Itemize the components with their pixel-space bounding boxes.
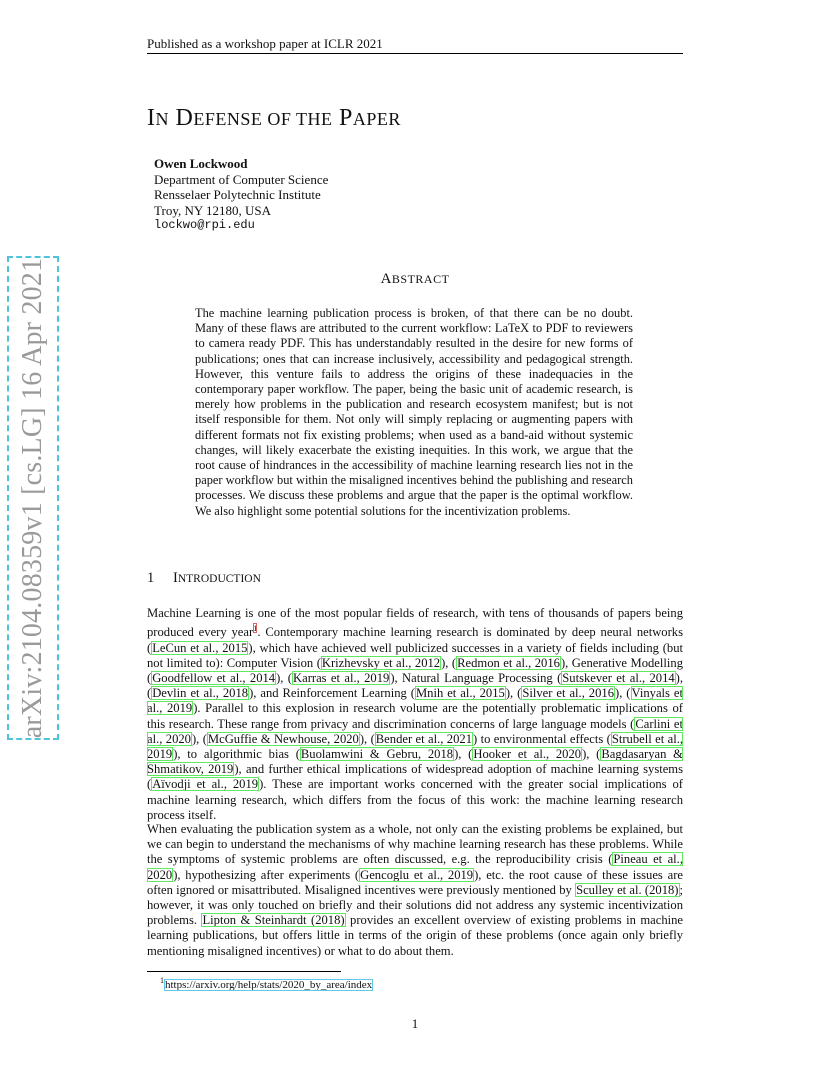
running-header: Published as a workshop paper at ICLR 2021 (147, 36, 383, 51)
citation-link[interactable]: Sculley et al. (2018) (576, 882, 679, 897)
paragraph-2 (147, 822, 683, 959)
text-run: When evaluating the publication system as a whole, not only can the existing problems be explained, but we can begin to understand the mechanisms of why machine learning research has these problems. While the symptoms of systemic problems are often discussed, e.g. the reproducibility crisis ( (147, 822, 683, 867)
citation-link[interactable]: Redmon et al., 2016 (457, 655, 560, 670)
footnote-mark: 1 (160, 976, 164, 985)
text-run: ), ( (276, 671, 293, 685)
section-title-rest: NTRODUCTION (177, 573, 261, 585)
citation-link[interactable]: Mnih et al., 2015 (415, 686, 505, 701)
text-run: ; however, it was only touched on briefly and their solutions did not address any systemic incentivization problems. (147, 882, 683, 928)
citation-link[interactable]: Lipton & Steinhardt (2018) (202, 913, 345, 928)
citation-link[interactable]: Goodfellow et al., 2014 (152, 671, 276, 685)
citation-link[interactable]: Pineau et al., 2020 (147, 852, 683, 882)
citation-link[interactable]: Karras et al., 2019 (293, 671, 390, 685)
text-run: ), and Reinforcement Learning ( (249, 686, 415, 701)
citation-link[interactable]: Vinyals et al., 2019 (147, 686, 683, 716)
footnote-rule (147, 971, 341, 972)
text-run: ), Natural Language Processing ( (390, 671, 562, 685)
text-run: ), to algorithmic bias ( (173, 747, 300, 762)
citation-link[interactable]: LeCun et al., 2015 (152, 640, 248, 655)
citation-link[interactable]: Krizhevsky et al., 2012 (321, 655, 441, 670)
abstract-heading-cap: A (380, 271, 392, 287)
text-run: provides an excellent overview of existing problems in machine learning publications, but offers little in terms of the origin of these problems (once again only briefly mentioning misaligned incentives) or what to do about them. (147, 913, 683, 958)
title-rest-3: APER (352, 109, 401, 129)
citation-link[interactable]: Aïvodji et al., 2019 (152, 777, 259, 792)
citation-link[interactable]: Sutskever et al., 2014 (562, 671, 675, 685)
text-run: . Contemporary machine learning research is dominated by deep neural networks ( (147, 625, 683, 655)
section-number: 1 (147, 570, 155, 586)
citation-link[interactable]: Bender et al., 2021 (375, 731, 472, 746)
paper-title (147, 105, 401, 132)
abstract-heading (147, 271, 683, 288)
text-run: ), ( (359, 731, 375, 746)
text-run: ), etc. the root cause of these issues are often ignored or misattributed. Misaligned incentives were previously mentioned by (147, 867, 683, 897)
title-cap-2: D (175, 105, 194, 131)
author-location: Troy, NY 12180, USA (154, 202, 272, 218)
text-run: ) to environmental effects ( (473, 731, 611, 746)
text-run: ), which have achieved well publicized successes in a variety of fields including (but not limited to): Computer Vision ( (147, 640, 683, 670)
title-rest-2: EFENSE OF THE (193, 109, 333, 129)
title-rest-1: N (155, 109, 169, 129)
section-heading (147, 570, 261, 587)
footnote-ref[interactable]: 1 (253, 623, 258, 634)
footnote (160, 976, 373, 991)
author-institution: Rensselaer Polytechnic Institute (154, 187, 321, 202)
arxiv-stamp-label: arXiv:2104.08359v1 [cs.LG] 16 Apr 2021 (17, 257, 48, 739)
text-run: ), ( (505, 686, 522, 701)
citation-link[interactable]: Buolamwini & Gebru, 2018 (300, 747, 454, 762)
text-run: ), ( (441, 655, 457, 670)
section-title-cap: I (173, 570, 178, 586)
author-email: lockwo@rpi.edu (154, 218, 255, 232)
author-block (154, 156, 328, 234)
text-run: ), Generative Modelling ( (147, 655, 683, 685)
text-run: ), ( (615, 686, 631, 701)
text-run: ). These are important works concerned with the greater social implications of machine learning research, which differs from the focus of this work: the machine learning research process itself. (147, 777, 683, 822)
text-run: ), ( (454, 747, 473, 762)
citation-link[interactable]: Carlini et al., 2020 (147, 716, 683, 746)
abstract-heading-rest: BSTRACT (391, 272, 450, 286)
title-cap-3: P (339, 105, 353, 131)
citation-link[interactable]: Strubell et al., 2019 (147, 731, 683, 762)
header-rule (147, 53, 683, 54)
author-name: Owen Lockwood (154, 156, 248, 171)
text-run: ), ( (147, 671, 684, 701)
text-run: ), ( (582, 747, 601, 762)
page-number: 1 (411, 1016, 419, 1031)
title-cap-1: I (147, 105, 156, 131)
text-run: ), ( (191, 731, 207, 746)
author-department: Department of Computer Science (154, 171, 329, 187)
text-run: ), and further ethical implications of widespread adoption of machine learning systems ( (147, 762, 684, 792)
text-run: ), hypothesizing after experiments ( (173, 867, 360, 882)
citation-link[interactable]: Bagdasaryan & Shmatikov, 2019 (147, 747, 683, 777)
paragraph-1 (147, 606, 683, 823)
citation-link[interactable]: Hooker et al., 2020 (473, 747, 582, 762)
footnote-url-link[interactable]: https://arxiv.org/help/stats/2020_by_area/index (165, 978, 373, 991)
text-run: ). Parallel to this explosion in research volume are the potentially problematic implications of this research. These range from privacy and discrimination concerns of large language models ( (147, 701, 683, 731)
abstract-text: The machine learning publication process is broken, of that there can be no doubt. Many of these flaws are attributed to the current workflow: LaTeX to PDF to reviewers to camera ready PDF. This has understandably resulted in the desire for new forms of publications; ones that can increase inclusively, accessibility and pedagogical strength. However, this venture fails to address the origins of these inadequacies in the contemporary paper workflow. The paper, being the basic unit of academic research, is merely how problems in the publication and research ecosystem manifest; but is not itself responsible for them. Not only will simply replacing or augmenting papers with different formats not fix existing problems; when used as a band-aid without systemic changes, will likely exacerbate the existing inequities. In this work, we argue that the root cause of hindrances in the accessibility of machine learning research lies not in the paper workflow but within the misaligned incentives behind the publishing and research processes. We discuss these problems and argue that the paper is the optimal workflow. We also highlight some potential solutions for the incentivization problems. (195, 306, 633, 518)
citation-link[interactable]: Devlin et al., 2018 (152, 686, 249, 701)
arxiv-stamp[interactable] (7, 256, 59, 740)
citation-link[interactable]: Gencoglu et al., 2019 (360, 867, 474, 882)
citation-link[interactable]: Silver et al., 2016 (522, 686, 614, 701)
text-run: Machine Learning is one of the most popular fields of research, with tens of thousands of papers being produced every year (147, 606, 683, 640)
citation-link[interactable]: McGuffie & Newhouse, 2020 (207, 731, 359, 746)
